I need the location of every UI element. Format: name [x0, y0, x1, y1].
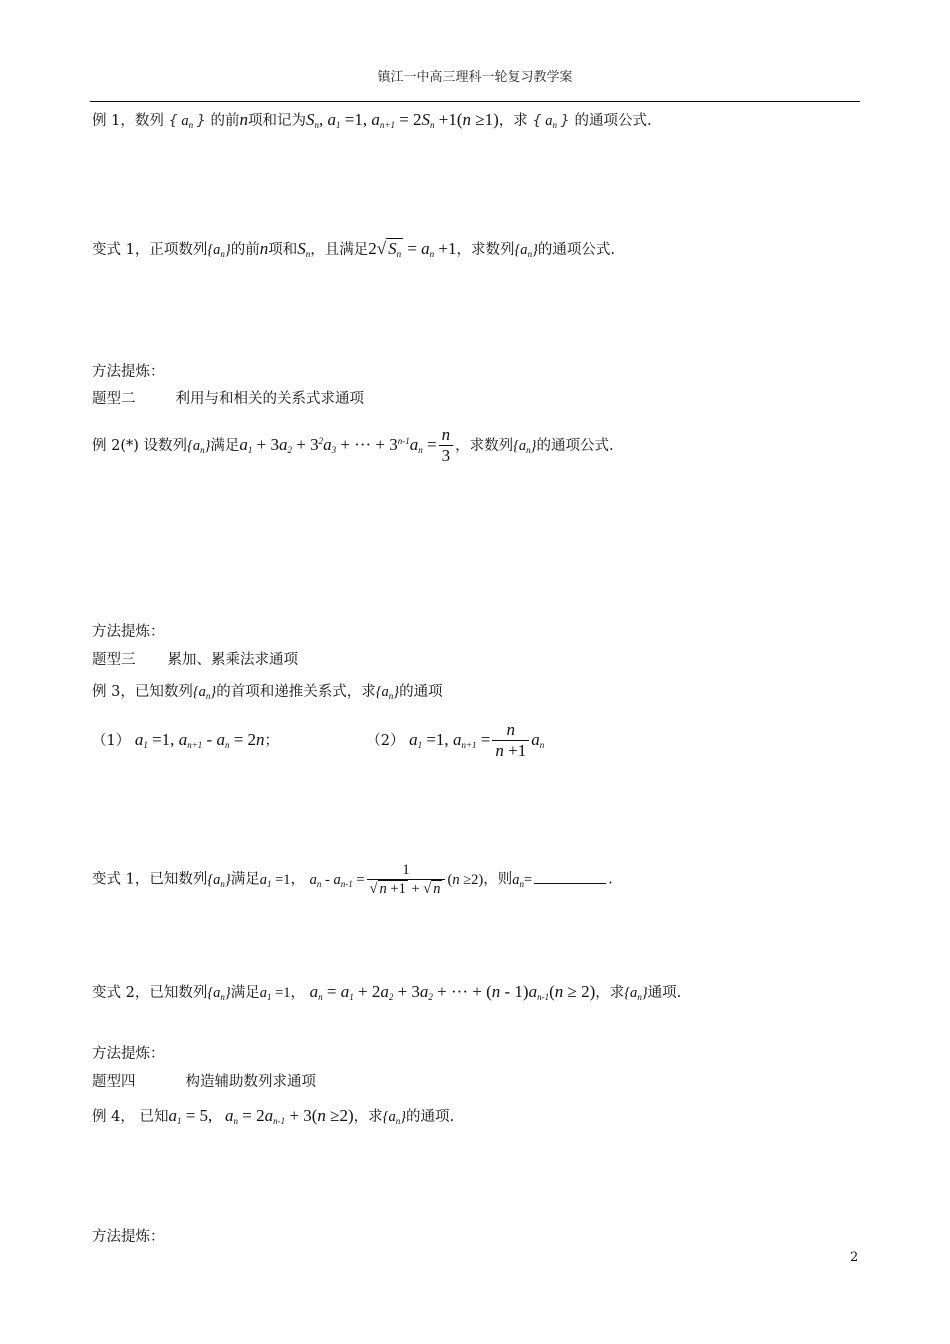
section-type-2: 题型二 利用与和相关的关系式求通项 [92, 391, 364, 407]
answer-blank[interactable] [534, 871, 606, 884]
method-summary-2: 方法提炼： [92, 624, 165, 640]
example-1: 例 1，数列 { $a_n$ } 的前n项和记为$S_n$, $a_1 =1$, $a_{n+1} = 2S_n +1(n \ge 1)$，求 { $a_n$ } 的通项公式. [92, 110, 652, 130]
header-rule [90, 101, 860, 102]
page-number: 2 [850, 1250, 859, 1265]
formula-ex2-condition: $a_1 + 3a_2 + 3^2a_3$ + ··· + $3^{n-1}a_n$ = $\frac{n}{3}$ [239, 435, 455, 454]
formula-ex3-2: $a_1 =1$, $a_{n+1}$ = $\frac{n}{n +1}$ $a_n$ [409, 720, 545, 761]
section-type-4: 题型四 构造辅助数列求通项 [92, 1074, 316, 1090]
method-summary-1: 方法提炼： [92, 364, 165, 380]
variant-3-1: 变式 1，已知数列$\{a_n\}$满足$a_1 =1$， $a_n - a_{n-1}$ = $\frac{1}{√ n +1 + √ n}$ (n ≥2)，则$a_n=$ . [92, 862, 613, 898]
method-summary-3: 方法提炼： [92, 1046, 165, 1062]
formula-var32: $a_n = a_1 + 2a_2 + 3a_2$ + ··· + $(n - 1)a_{n-1}(n \ge 2)$ [309, 982, 596, 1002]
formula-var31: $a_n - a_{n-1}$ = $\frac{1}{√ n +1 + √ n}$ (n ≥2) [309, 862, 484, 898]
formula-ex1-condition: $S_n$, $a_1 =1$, $a_{n+1} = 2S_n +1(n \ge 1)$ [306, 110, 499, 130]
method-summary-4: 方法提炼： [92, 1229, 165, 1245]
page-header: 镇江一中高三理科一轮复习教学案 [377, 70, 573, 85]
example-3-items: （1） $a_1 =1$, $a_{n+1} - a_n = 2n$； （2） $a_1 =1$, $a_{n+1}$ = $\frac{n}{n +1}$ $a_n$ [92, 720, 545, 761]
variant-3-2: 变式 2，已知数列$\{a_n\}$满足$a_1 =1$， $a_n = a_1 + 2a_2 + 3a_2$ + ··· + $(n - 1)a_{n-1}(n \ge 2)$，求$\{a_n\}$通项. [92, 982, 682, 1002]
example-2: 例 2(*) 设数列$\{a_n\}$满足$a_1 + 3a_2 + 3^2a_3$ + ··· + $3^{n-1}a_n$ = $\frac{n}{3}$ ，求数列$\{a_n\}$的通项公式. [92, 425, 614, 466]
section-type-3: 题型三 累加、累乘法求通项 [92, 652, 298, 668]
formula-var1-condition: 2√ $S_n = a_n +1$ [368, 239, 457, 259]
formula-ex4: $a_1 = 5$, $a_n = 2a_{n-1} + 3(n \ge 2)$ [168, 1106, 354, 1126]
example-4: 例 4， 已知$a_1 = 5$, $a_n = 2a_{n-1} + 3(n \ge 2)$，求$\{a_n\}$的通项. [92, 1106, 455, 1126]
formula-an-set: { $a_n$ } [168, 113, 206, 130]
variant-1: 变式 1，正项数列$\{a_n\}$的前n项和$S_n$，且满足2√ $S_n = a_n +1$，求数列$\{a_n\}$的通项公式. [92, 239, 615, 259]
formula-ex3-1: $a_1 =1$, $a_{n+1} - a_n = 2n$ [134, 729, 265, 750]
example-3: 例 3，已知数列$\{a_n\}$的首项和递推关系式，求$\{a_n\}$的通项 [92, 684, 443, 701]
